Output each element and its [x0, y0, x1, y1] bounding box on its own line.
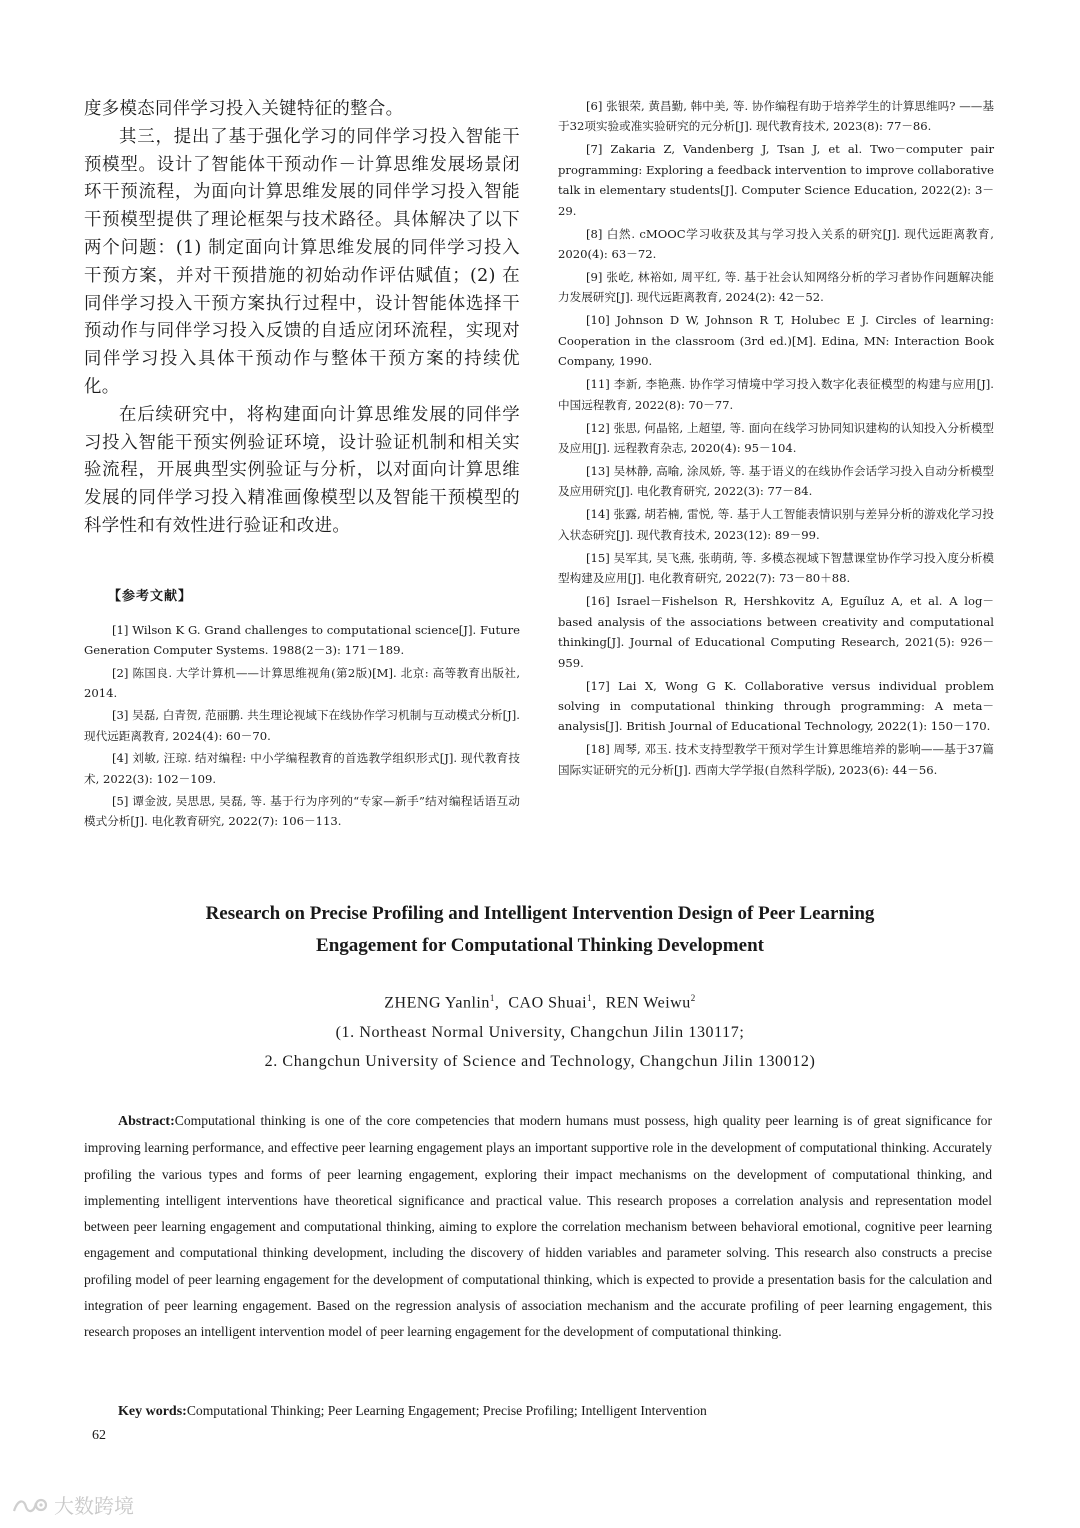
body-paragraph-future-work: 在后续研究中，将构建面向计算思维发展的同伴学习投入智能干预实例验证环境，设计验证机制和相关实验流程，开展典型实例验证与分析，以对面向计算思维发展的同伴学习投入精准画像模型以及智能干预模型的科学性和有效性进行验证和改进。 [84, 404, 520, 536]
reference-item: [12] 张思, 何晶铭, 上超望, 等. 面向在线学习协同知识建构的认知投入分析模型及应用[J]. 远程教育杂志, 2020(4): 95－104. [558, 420, 994, 456]
english-title [60, 898, 1020, 962]
references-list-left [84, 620, 520, 832]
right-column [558, 96, 994, 783]
reference-item: [6] 张银荣, 黄昌勤, 韩中美, 等. 协作编程有助于培养学生的计算思维吗? ——基于32项实验或准实验研究的元分析[J]. 现代教育技术, 2023(8): 77－86. [558, 99, 994, 134]
author-name: ZHENG Yanlin [384, 994, 490, 1012]
reference-item: [4] 刘敏, 汪琼. 结对编程: 中小学编程教育的首选教学组织形式[J]. 现代教育技术, 2022(3): 102－109. [84, 751, 520, 786]
reference-item: [3] 吴磊, 白青贺, 范丽鹏. 共生理论视域下在线协作学习机制与互动模式分析[J]. 现代远距离教育, 2024(4): 60－70. [84, 708, 520, 743]
reference-item: [9] 张屹, 林裕如, 周平红, 等. 基于社会认知网络分析的学习者协作问题解决能力发展研究[J]. 现代远距离教育, 2024(2): 42－52. [558, 270, 994, 305]
reference-item: [1] Wilson K G. Grand challenges to computational science[J]. Future Generation Computer Systems. 1988(2－3): 171－189. [84, 622, 520, 658]
reference-item: [7] Zakaria Z, Vandenberg J, Tsan J, et al. Two－computer pair programming: Exploring a feedback intervention to improve collaborative talk in elementary students[J]. Computer Science Education, 2022(2): 3－29. [558, 142, 994, 218]
author-affiliation-mark: 2 [690, 993, 696, 1003]
author-affiliation-mark: 1 [489, 993, 495, 1003]
reference-item: [11] 李新, 李艳燕. 协作学习情境中学习投入数字化表征模型的构建与应用[J]. 中国远程教育, 2022(8): 70－77. [558, 377, 994, 412]
reference-item: [10] Johnson D W, Johnson R T, Holubec E J. Circles of learning: Cooperation in the classroom (3rd ed.)[M]. Edina, MN: Interaction Book Company, 1990. [558, 313, 994, 369]
keywords-text: Computational Thinking; Peer Learning Engagement; Precise Profiling; Intelligent Intervention [186, 1403, 707, 1418]
affiliation-2: 2. Changchun University of Science and Technology, Changchun Jilin 130012) [264, 1053, 816, 1070]
reference-item: [13] 吴林静, 高喻, 涂凤娇, 等. 基于语义的在线协作会话学习投入自动分析模型及应用研究[J]. 电化教育研究, 2022(3): 77－84. [558, 464, 994, 499]
author-name: CAO Shuai [508, 994, 588, 1012]
references-heading: 【参考文献】 [108, 588, 193, 604]
logo-icon [10, 1493, 50, 1517]
references-list-right [558, 96, 994, 780]
reference-item: [18] 周琴, 邓玉. 技术支持型教学干预对学生计算思维培养的影响——基于37篇国际实证研究的元分析[J]. 西南大学学报(自然科学版), 2023(6): 44－56. [558, 742, 994, 777]
reference-item: [16] Israel－Fishelson R, Hershkovitz A, Eguíluz A, et al. A log－based analysis of the associations between creativity and computational thinking[J]. Journal of Educational Computing Research, 2021(5): 926－959. [558, 594, 994, 670]
author-list: ZHENG Yanlin$^1$, CAO Shuai$^1$, REN Weiwu$^2$ [384, 993, 696, 1012]
watermark [10, 1490, 134, 1519]
reference-item: [17] Lai X, Wong G K. Collaborative versus individual problem solving in computational thinking through programming: A meta－analysis[J]. British Journal of Educational Technology, 2022(1): 150－170. [558, 678, 994, 734]
author-affiliation-mark: 1 [587, 993, 593, 1003]
reference-item: [14] 张露, 胡若楠, 雷悦, 等. 基于人工智能表情识别与差异分析的游戏化学习投入状态研究[J]. 现代教育技术, 2023(12): 89－99. [558, 507, 994, 542]
reference-item: [2] 陈国良. 大学计算机——计算思维视角(第2版)[M]. 北京: 高等教育出版社, 2014. [84, 665, 520, 700]
reference-item: [5] 谭金波, 吴思思, 吴磊, 等. 基于行为序列的“专家—新手”结对编程话语互动模式分析[J]. 电化教育研究, 2022(7): 106－113. [84, 794, 520, 829]
reference-item: [15] 吴军其, 吴飞燕, 张萌萌, 等. 多模态视域下智慧课堂协作学习投入度分析模型构建及应用[J]. 电化教育研究, 2022(7): 73－80＋88. [558, 550, 994, 586]
keywords-label: Key words: [118, 1404, 187, 1419]
body-paragraph-continuation: 度多模态同伴学习投入关键特征的整合。 [84, 99, 404, 119]
author-name: REN Weiwu [605, 994, 691, 1012]
english-title-line-2: Engagement for Computational Thinking Development [316, 935, 764, 956]
reference-item: [8] 白然. cMOOC学习收获及其与学习投入关系的研究[J]. 现代远距离教育, 2020(4): 63－72. [558, 226, 994, 262]
abstract [84, 1108, 992, 1346]
watermark-text: 大数跨境 [54, 1494, 134, 1518]
keywords [84, 1398, 992, 1425]
body-paragraph-third-point: 其三，提出了基于强化学习的同伴学习投入智能干预模型。设计了智能体干预动作－计算思维发展场景闭环干预流程，为面向计算思维发展的同伴学习投入智能干预模型提供了理论框架与技术路径。具体解决了以下两个问题：(1) 制定面向计算思维发展的同伴学习投入干预方案，并对干预措施的初始动作评估赋值；(2) 在同伴学习投入干预方案执行过程中，设计智能体选择干预动作与同伴学习投入反馈的自适应闭环流程，实现对同伴学习投入具体干预动作与整体干预方案的持续优化。 [84, 126, 520, 397]
english-title-line-1: Research on Precise Profiling and Intelligent Intervention Design of Peer Learning [205, 903, 875, 924]
affiliation-1: (1. Northeast Normal University, Changchun Jilin 130117; [335, 1024, 745, 1041]
left-column [84, 96, 520, 834]
page-number: 62 [92, 1428, 106, 1443]
abstract-text: Computational thinking is one of the core competencies that modern humans must possess, high quality peer learning is of great significance for improving learning performance, and effective peer learning engagement plays an important supportive role in the development of computational thinking. Accurately profiling the various types and forms of peer learning engagement, exploring their impact mechanisms on the development of computational thinking, and implementing intelligent interventions have theoretical significance and practical value. This research proposes a correlation analysis and representation model between peer learning engagement and computational thinking, aiming to explore the correlation mechanism between behavioral emotional, cognitive peer learning engagement and computational thinking development, including the discovery of hidden variables and parameter solving. This research also constructs a precise profiling model of peer learning engagement for the development of computational thinking, which is expected to provide a presentation basis for the calculation and integration of peer learning engagement. Based on the regression analysis of association mechanism and the accurate profiling of peer learning engagement, this research proposes an intelligent intervention model of peer learning engagement for the development of computational thinking. [84, 1113, 992, 1340]
abstract-label: Abstract: [118, 1114, 175, 1129]
